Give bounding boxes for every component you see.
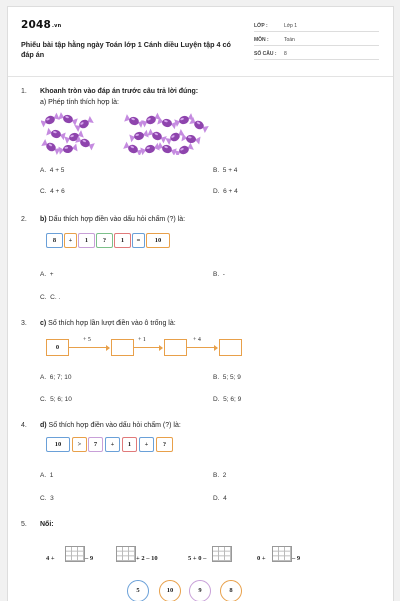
q2-box-7: 10 [146, 233, 170, 248]
q5-expr-3-before: 5 + 0 – [188, 555, 207, 562]
q4-option-c[interactable]: C. 3 [40, 495, 54, 502]
q3-arrow-2 [134, 347, 162, 348]
q3-blank-3[interactable] [219, 339, 242, 356]
q2-box-6: = [132, 233, 145, 248]
q4-box-7[interactable]: ? [156, 437, 173, 452]
q5-expr-3-grid[interactable] [212, 546, 232, 562]
q3-prompt: c) Số thích hợp lần lượt điền vào ô trống là: [40, 320, 176, 327]
q1-option-d[interactable]: D. 6 + 4 [213, 188, 238, 195]
q3-option-b[interactable]: B. 5; 5; 9 [213, 374, 241, 381]
q3-arrow-1 [69, 347, 109, 348]
q5-circle-1[interactable]: 5 [127, 580, 149, 601]
q2-box-3: 1 [78, 233, 95, 248]
q4-option-b[interactable]: B. 2 [213, 472, 227, 479]
worksheet-title: Phiếu bài tập hằng ngày Toán lớp 1 Cánh diều Luyện tập 4 có đáp án [21, 40, 231, 59]
q3-option-d[interactable]: D. 5; 6; 9 [213, 396, 242, 403]
worksheet [7, 6, 394, 601]
q3-arrow-3 [187, 347, 217, 348]
q3-number: 3. [21, 320, 27, 327]
q4-box-2: > [72, 437, 87, 452]
q2-option-c[interactable]: C. C. . [40, 294, 61, 301]
meta-subject: MÔN : Toán [254, 33, 379, 46]
q2-option-b[interactable]: B. - [213, 271, 225, 278]
q5-expr-1-after: – 9 [85, 555, 94, 562]
q3-blank-1[interactable] [111, 339, 134, 356]
q5-circle-3[interactable]: 9 [189, 580, 211, 601]
q5-expr-2-after: + 2 – 10 [136, 555, 158, 562]
meta-class: LỚP : Lớp 1 [254, 19, 379, 32]
q5-expr-2-grid[interactable] [116, 546, 136, 562]
meta-question-count: SỐ CÂU : 8 [254, 47, 379, 60]
site-logo[interactable]: 2048.vn [21, 19, 62, 31]
header-divider [8, 76, 393, 77]
q2-box-5: 1 [114, 233, 131, 248]
q3-option-a[interactable]: A. 6; 7; 10 [40, 374, 72, 381]
q5-expr-1-grid[interactable] [65, 546, 85, 562]
q2-prompt: b) Dấu thích hợp điền vào dấu hỏi chấm (?) là: [40, 216, 186, 223]
q4-number: 4. [21, 422, 27, 429]
q3-step-3-label: + 4 [193, 337, 201, 343]
q1-option-b[interactable]: B. 5 + 4 [213, 167, 238, 174]
q1-number: 1. [21, 88, 27, 95]
q5-circle-2[interactable]: 10 [159, 580, 181, 601]
candy-illustration [41, 111, 211, 155]
q4-option-d[interactable]: D. 4 [213, 495, 227, 502]
q1-prompt: a) Phép tính thích hợp là: [40, 99, 119, 106]
q2-box-2: + [64, 233, 77, 248]
q5-expr-4-after: – 9 [292, 555, 301, 562]
q3-start-box: 0 [46, 339, 69, 356]
q3-step-1-label: + 5 [83, 337, 91, 343]
q2-option-a[interactable]: A. + [40, 271, 54, 278]
q5-expr-4-before: 0 + [257, 555, 266, 562]
q3-blank-2[interactable] [164, 339, 187, 356]
q3-step-2-label: + 1 [138, 337, 146, 343]
q5-title: Nối: [40, 521, 54, 528]
q4-box-1: 10 [46, 437, 70, 452]
q2-number: 2. [21, 216, 27, 223]
q5-circle-4[interactable]: 8 [220, 580, 242, 601]
q3-option-c[interactable]: C. 5; 6; 10 [40, 396, 72, 403]
q1-option-a[interactable]: A. 4 + 5 [40, 167, 65, 174]
q4-prompt: d) Số thích hợp điền vào dấu hỏi chấm (?) là: [40, 422, 181, 429]
q4-box-3: 7 [88, 437, 103, 452]
q5-expr-1-before: 4 + [46, 555, 55, 562]
q1-instruction: Khoanh tròn vào đáp án trước câu trả lời đúng: [40, 88, 199, 95]
q4-option-a[interactable]: A. 1 [40, 472, 54, 479]
q4-box-5: 1 [122, 437, 137, 452]
q2-box-1: 8 [46, 233, 63, 248]
q4-box-4: + [105, 437, 120, 452]
q5-expr-4-grid[interactable] [272, 546, 292, 562]
q4-box-6: + [139, 437, 154, 452]
q1-option-c[interactable]: C. 4 + 6 [40, 188, 65, 195]
q2-box-4[interactable]: ? [96, 233, 113, 248]
q5-number: 5. [21, 521, 27, 528]
